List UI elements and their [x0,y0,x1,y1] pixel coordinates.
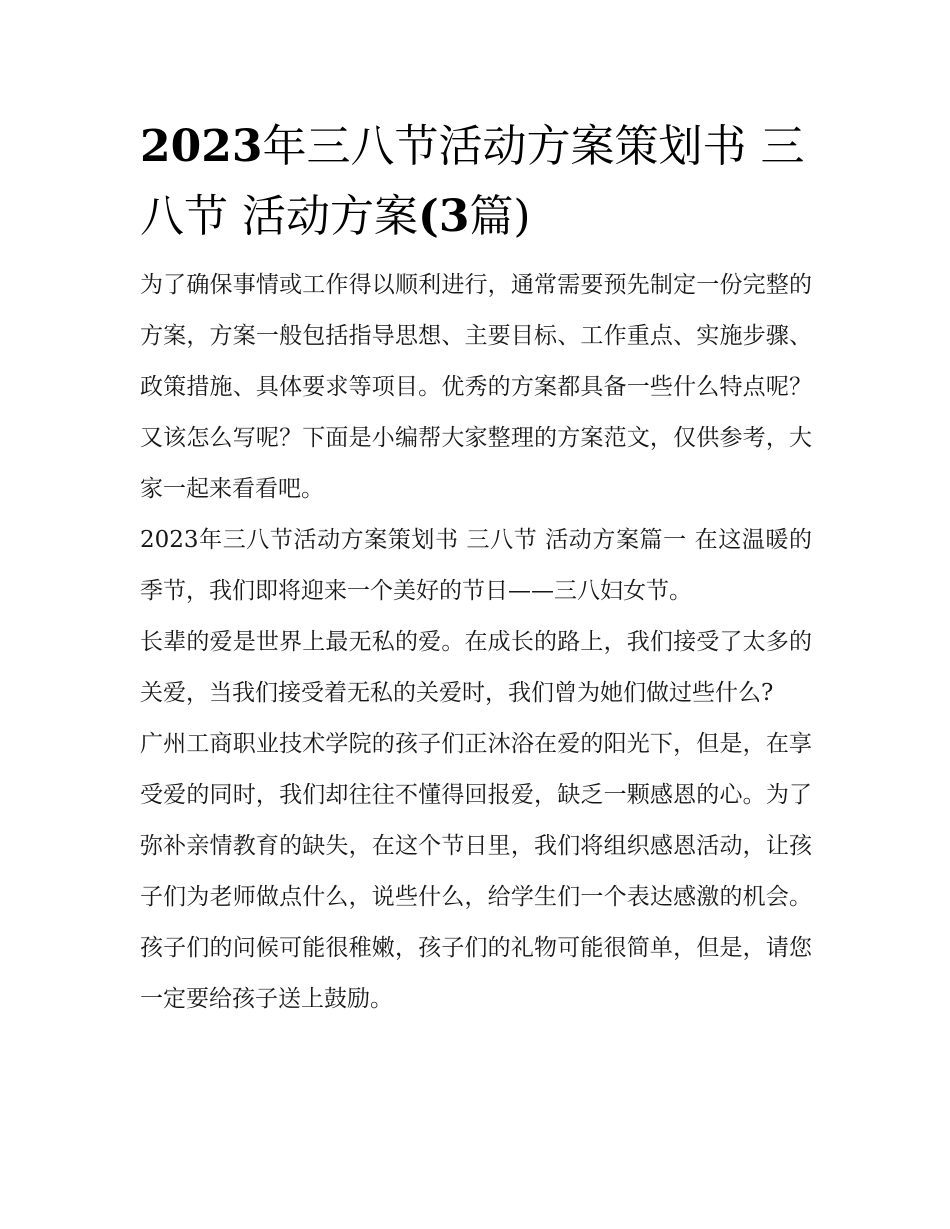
title-text: 年三八节活动方案策划书 三八节 活动方案 [140,121,805,242]
paragraph-intro: 为了确保事情或工作得以顺利进行，通常需要预先制定一份完整的方案，方案一般包括指导思想、主要目标、工作重点、实施步骤、政策措施、具体要求等项目。优秀的方案都具备一些什么特点呢？又该怎么写呢？下面是小编帮大家整理的方案范文，仅供参考，大家一起来看看吧。 [140,272,812,502]
paragraph-elder-love: 长辈的爱是世界上最无私的爱。在成长的路上，我们接受了太多的关爱，当我们接受着无私的关爱时，我们曾为她们做过些什么? [140,629,812,706]
title-count: (3 [418,191,470,242]
paragraph-section-one: 2023年三八节活动方案策划书 三八节 活动方案篇一 在这温暖的季节，我们即将迎来一个美好的节日——三八妇女节。 [140,527,812,604]
document-title [140,112,812,252]
paragraph-college-activity: 广州工商职业技术学院的孩子们正沐浴在爱的阳光下，但是，在享受爱的同时，我们却往往不懂得回报爱，缺乏一颗感恩的心。为了弥补亲情教育的缺失，在这个节日里，我们将组织感恩活动，让孩子们为老师做点什么，说些什么，给学生们一个表达感激的机会。孩子们的问候可能很稚嫩，孩子们的礼物可能很简单，但是，请您一定要给孩子送上鼓励。 [140,731,812,1012]
document-body [140,112,812,1025]
title-year: 2023 [140,121,263,172]
title-suffix: 篇) [469,191,531,242]
